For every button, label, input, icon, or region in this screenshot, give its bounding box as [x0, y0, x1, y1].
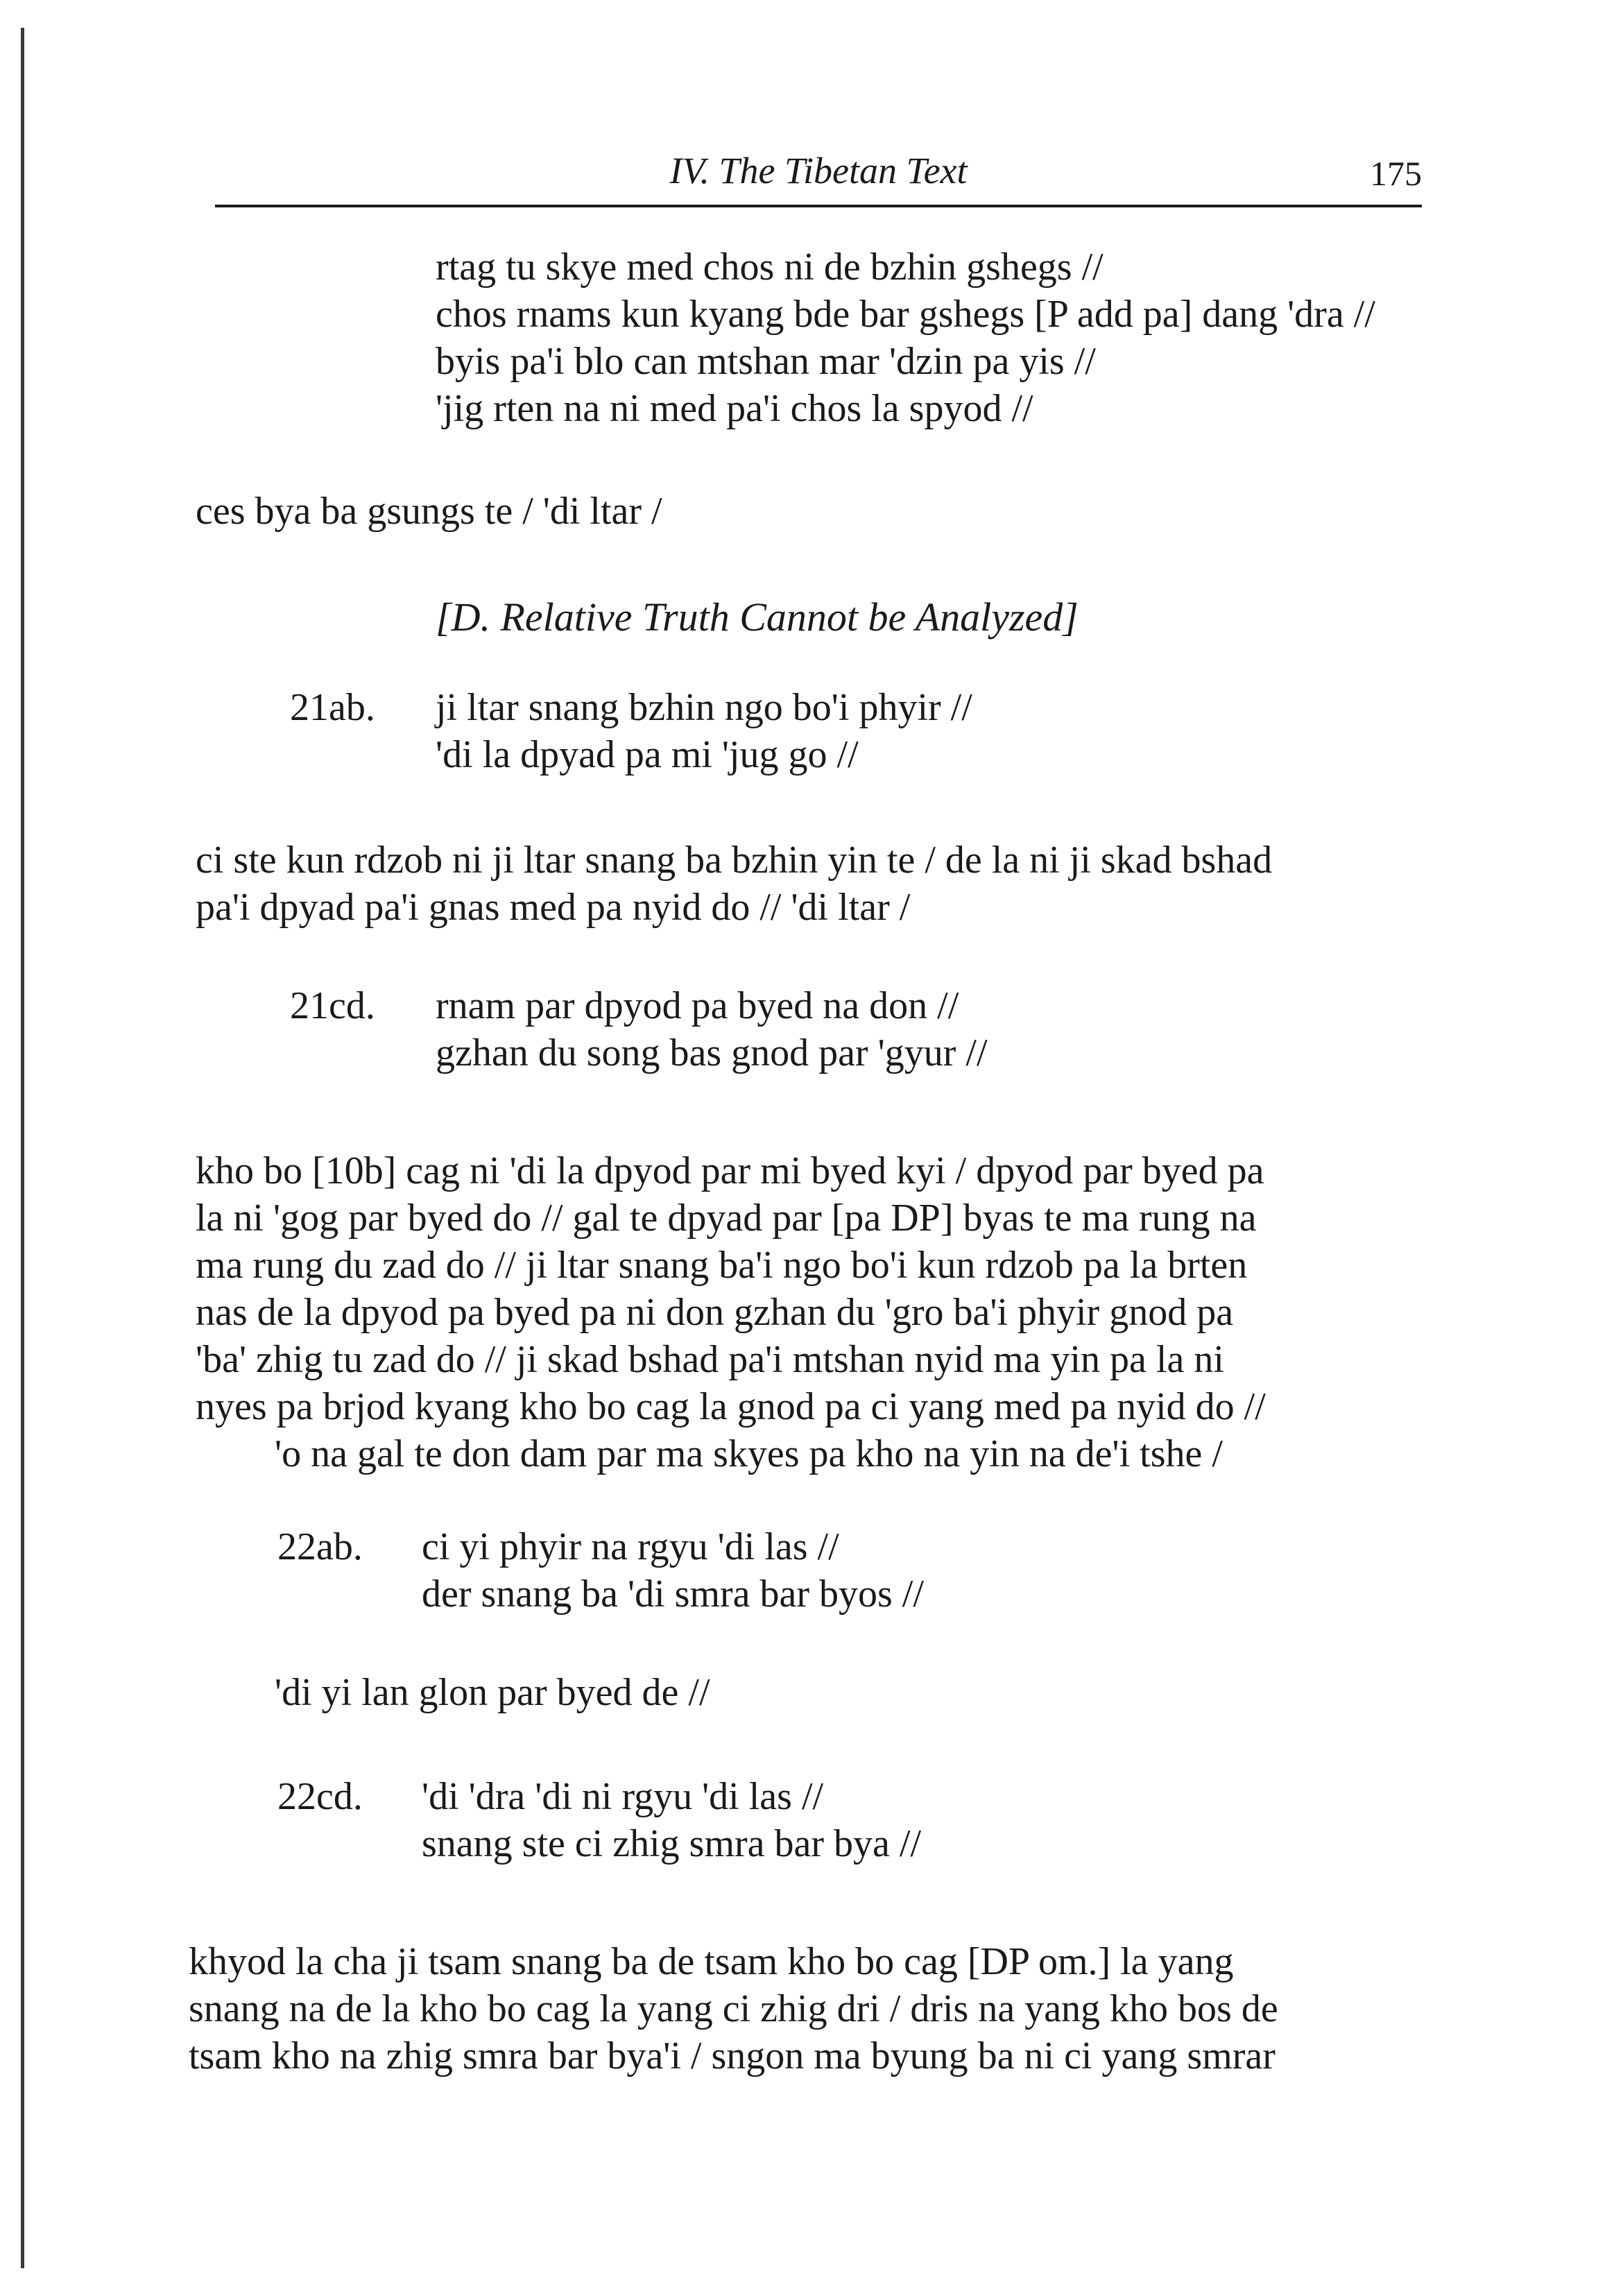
prose-line: ma rung du zad do // ji ltar snang ba'i ngo bo'i kun rdzob pa la brten: [196, 1244, 1248, 1287]
prose-line-indented: 'di yi lan glon par byed de //: [275, 1671, 710, 1714]
prose-line: 'ba' zhig tu zad do // ji skad bshad pa'i mtshan nyid ma yin pa la ni: [196, 1338, 1224, 1381]
verse-number: 21ab.: [290, 686, 375, 729]
prose-line: la ni 'gog par byed do // gal te dpyad par [pa DP] byas te ma rung na: [196, 1197, 1257, 1240]
prose-line-indented: 'o na gal te don dam par ma skyes pa kho na yin na de'i tshe /: [275, 1432, 1223, 1475]
verse-line: snang ste ci zhig smra bar bya //: [422, 1822, 922, 1865]
verse-line: rnam par dpyod pa byed na don //: [436, 984, 959, 1027]
verse-number: 22ab.: [277, 1525, 363, 1568]
verse-line: rtag tu skye med chos ni de bzhin gshegs //: [436, 246, 1104, 289]
prose-line: pa'i dpyad pa'i gnas med pa nyid do // 'di ltar /: [196, 886, 911, 929]
prose-line: kho bo [10b] cag ni 'di la dpyod par mi byed kyi / dpyod par byed pa: [196, 1149, 1264, 1192]
verse-line: chos rnams kun kyang bde bar gshegs [P add pa] dang 'dra //: [436, 293, 1375, 336]
prose-line: ces bya ba gsungs te / 'di ltar /: [196, 490, 662, 533]
page-number: 175: [1370, 154, 1422, 193]
running-title: IV. The Tibetan Text: [669, 150, 968, 191]
section-heading: [D. Relative Truth Cannot be Analyzed]: [436, 594, 1079, 640]
verse-line: ci yi phyir na rgyu 'di las //: [422, 1525, 839, 1568]
prose-line: nyes pa brjod kyang kho bo cag la gnod pa ci yang med pa nyid do //: [196, 1385, 1266, 1428]
verse-number: 22cd.: [277, 1775, 363, 1818]
verse-line: 'di 'dra 'di ni rgyu 'di las //: [422, 1775, 824, 1818]
verse-line: der snang ba 'di smra bar byos //: [422, 1573, 924, 1616]
prose-line: snang na de la kho bo cag la yang ci zhig dri / dris na yang kho bos de: [189, 1987, 1278, 2030]
verse-line: 'di la dpyad pa mi 'jug go //: [436, 733, 859, 776]
prose-line: ci ste kun rdzob ni ji ltar snang ba bzhin yin te / de la ni ji skad bshad: [196, 839, 1273, 882]
page-binding-edge: [21, 28, 24, 2268]
verse-line: gzhan du song bas gnod par 'gyur //: [436, 1031, 988, 1074]
verse-line: 'jig rten na ni med pa'i chos la spyod //: [436, 387, 1033, 430]
verse-line: byis pa'i blo can mtshan mar 'dzin pa yis //: [436, 340, 1096, 383]
prose-line: khyod la cha ji tsam snang ba de tsam kho bo cag [DP om.] la yang: [189, 1940, 1234, 1983]
prose-line: tsam kho na zhig smra bar bya'i / sngon ma byung ba ni ci yang smrar: [189, 2034, 1276, 2077]
verse-number: 21cd.: [290, 984, 375, 1027]
verse-line: ji ltar snang bzhin ngo bo'i phyir //: [436, 686, 972, 729]
running-header: [215, 142, 1422, 207]
prose-line: nas de la dpyod pa byed pa ni don gzhan du 'gro ba'i phyir gnod pa: [196, 1291, 1234, 1334]
